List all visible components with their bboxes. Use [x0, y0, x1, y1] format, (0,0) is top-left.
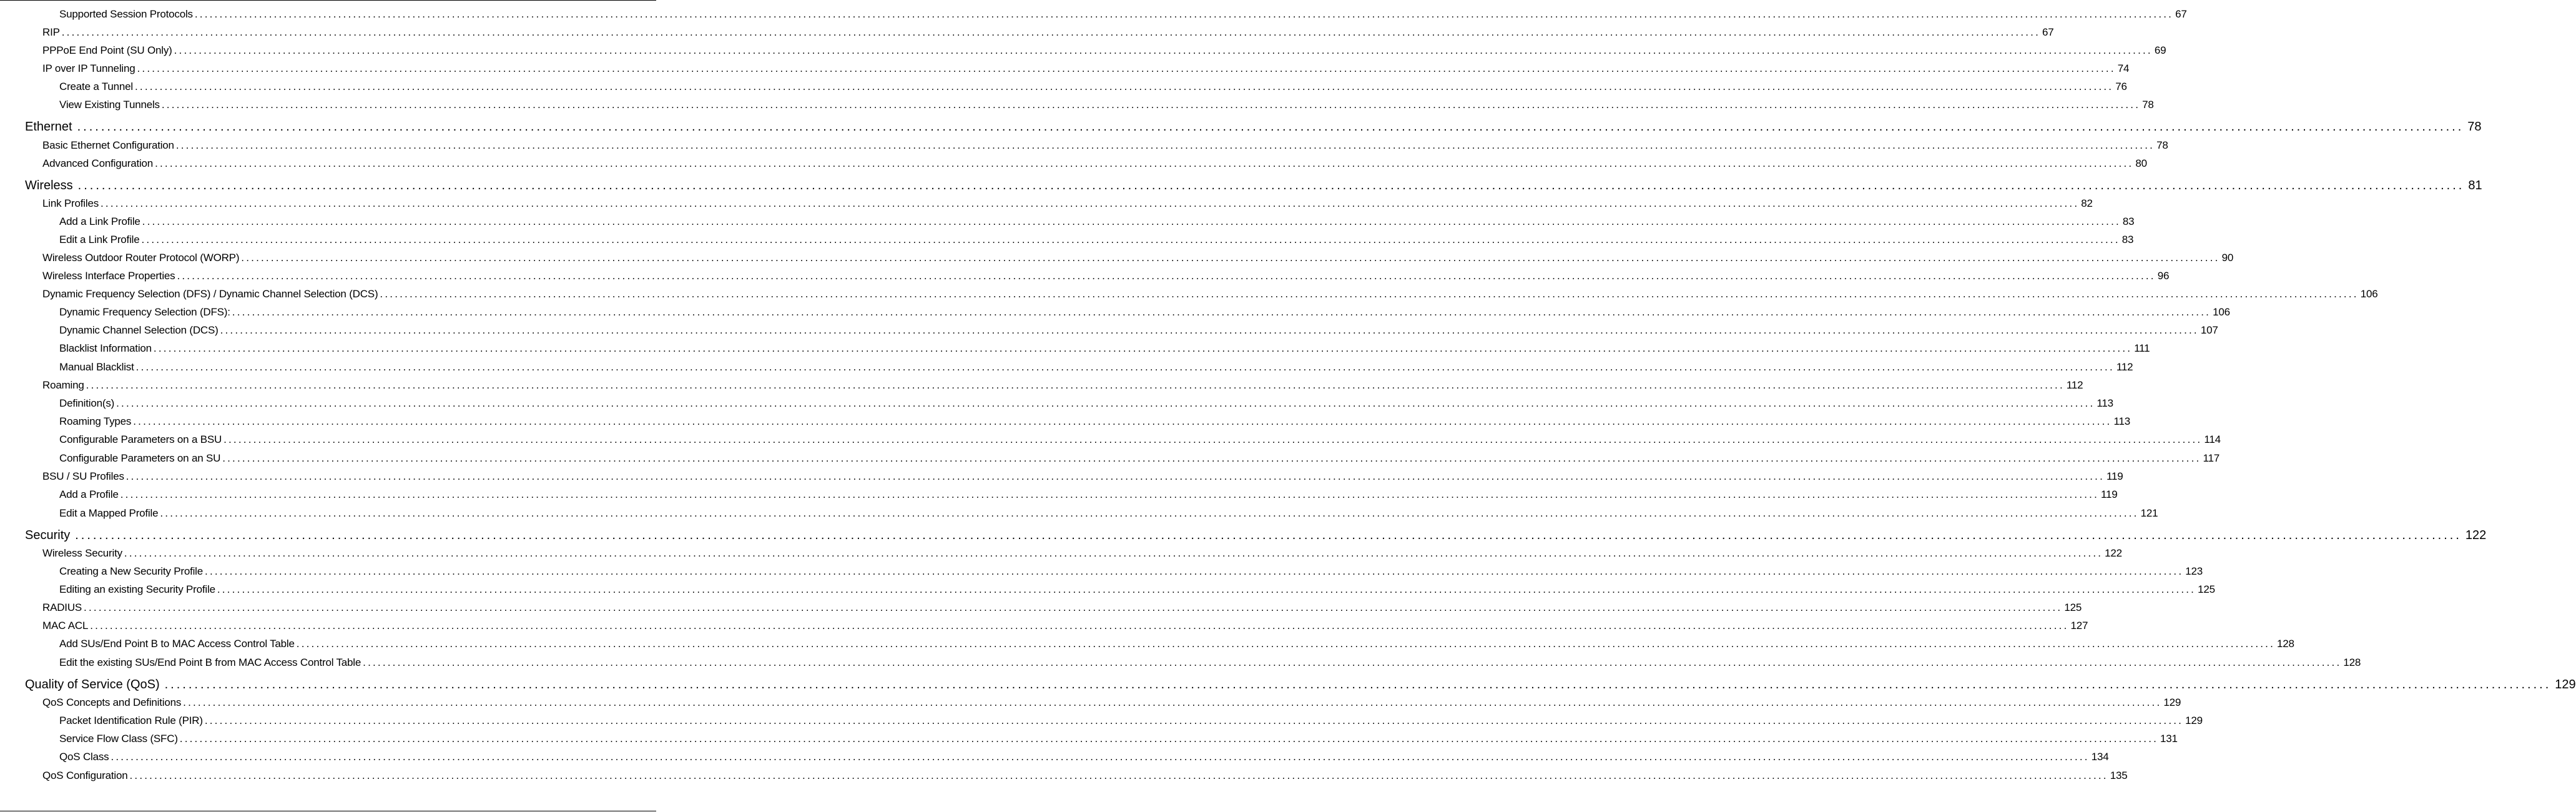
toc-entry-title: Editing an existing Security Profile	[59, 583, 215, 595]
toc-entry[interactable]	[42, 251, 2234, 265]
toc-entry[interactable]	[59, 507, 2158, 520]
toc-entry[interactable]	[59, 433, 2221, 447]
toc-entry[interactable]	[59, 397, 2113, 410]
toc-entry[interactable]	[59, 488, 2118, 502]
dot-leader: ................................................................................................................................................................................................................................................................................................................................................................................................................	[90, 620, 2069, 631]
dot-leader: ................................................................................................................................................................................................................................................................................................................................................................................................................	[222, 452, 2201, 464]
toc-entry[interactable]	[42, 44, 2166, 57]
dot-leader: ................................................................................................................................................................................................................................................................................................................................................................................................................	[75, 528, 2462, 542]
toc-entry-title: RADIUS	[42, 602, 82, 613]
toc-entry[interactable]	[25, 677, 2576, 692]
toc-entry[interactable]	[59, 7, 2187, 21]
dot-leader: ................................................................................................................................................................................................................................................................................................................................................................................................................	[175, 139, 2155, 151]
toc-entry[interactable]	[59, 732, 2178, 746]
toc-entry-title: Supported Session Protocols	[59, 8, 193, 20]
dot-leader: ................................................................................................................................................................................................................................................................................................................................................................................................................	[120, 488, 2100, 500]
dot-leader: ................................................................................................................................................................................................................................................................................................................................................................................................................	[77, 179, 2465, 192]
toc-entry-page-number: 78	[2156, 139, 2168, 151]
toc-entry-title: Wireless Outdoor Router Protocol (WORP)	[42, 252, 240, 264]
toc-entry-title: PPPoE End Point (SU Only)	[42, 44, 172, 56]
dot-leader: ................................................................................................................................................................................................................................................................................................................................................................................................................	[153, 342, 2133, 354]
toc-entry-page-number: 67	[2175, 8, 2187, 20]
toc-entry[interactable]	[42, 379, 2083, 392]
toc-entry[interactable]	[59, 215, 2135, 229]
toc-entry[interactable]	[59, 80, 2127, 94]
dot-leader: ................................................................................................................................................................................................................................................................................................................................................................................................................	[135, 361, 2115, 373]
toc-entry-title: Ethernet	[25, 120, 72, 134]
toc-entry-title: Add a Profile	[59, 488, 119, 500]
toc-entry-title: Add a Link Profile	[59, 215, 140, 227]
toc-entry[interactable]	[59, 750, 2109, 764]
toc-entry[interactable]	[42, 619, 2088, 633]
toc-entry[interactable]	[42, 139, 2168, 152]
toc-entry-page-number: 76	[2115, 81, 2127, 92]
toc-entry[interactable]	[59, 637, 2294, 651]
dot-leader: ................................................................................................................................................................................................................................................................................................................................................................................................................	[205, 565, 2184, 577]
toc-entry-title: Manual Blacklist	[59, 361, 134, 373]
toc-entry-page-number: 69	[2154, 44, 2166, 56]
toc-entry-title: Security	[25, 528, 71, 542]
toc-entry-page-number: 131	[2160, 733, 2178, 745]
dot-leader: ................................................................................................................................................................................................................................................................................................................................................................................................................	[111, 751, 2090, 763]
toc-entry-page-number: 96	[2157, 270, 2170, 282]
dot-leader: ................................................................................................................................................................................................................................................................................................................................................................................................................	[86, 379, 2065, 391]
toc-entry-page-number: 122	[2465, 528, 2487, 542]
toc-entry-page-number: 122	[2105, 547, 2122, 559]
toc-entry-title: QoS Class	[59, 751, 109, 763]
dot-leader: ................................................................................................................................................................................................................................................................................................................................................................................................................	[84, 602, 2063, 613]
toc-entry-page-number: 135	[2110, 770, 2128, 781]
dot-leader: ................................................................................................................................................................................................................................................................................................................................................................................................................	[160, 507, 2139, 519]
toc-entry-page-number: 83	[2122, 215, 2135, 227]
toc-entry-title: Creating a New Security Profile	[59, 565, 204, 577]
toc-entry-page-number: 121	[2140, 507, 2158, 519]
toc-entry-title: Edit a Mapped Profile	[59, 507, 159, 519]
dot-leader: ................................................................................................................................................................................................................................................................................................................................................................................................................	[141, 234, 2120, 245]
dot-leader: ................................................................................................................................................................................................................................................................................................................................................................................................................	[174, 44, 2153, 56]
toc-entry-title: Configurable Parameters on an SU	[59, 452, 221, 464]
dot-leader: ................................................................................................................................................................................................................................................................................................................................................................................................................	[77, 120, 2464, 134]
dot-leader: ................................................................................................................................................................................................................................................................................................................................................................................................................	[125, 470, 2105, 482]
toc-entry-page-number: 78	[2467, 120, 2482, 134]
toc-entry-title: Basic Ethernet Configuration	[42, 139, 174, 151]
toc-entry-page-number: 90	[2221, 252, 2234, 264]
toc-entry[interactable]	[59, 714, 2203, 728]
toc-entry[interactable]	[42, 470, 2123, 483]
dot-leader: ................................................................................................................................................................................................................................................................................................................................................................................................................	[161, 99, 2141, 111]
toc-entry-title: Packet Identification Rule (PIR)	[59, 715, 203, 726]
toc-entry-title: Blacklist Information	[59, 342, 152, 354]
toc-entry-title: QoS Configuration	[42, 770, 128, 781]
toc-entry-page-number: 78	[2142, 99, 2154, 111]
toc-entry-page-number: 129	[2185, 715, 2203, 726]
dot-leader: ................................................................................................................................................................................................................................................................................................................................................................................................................	[142, 215, 2121, 227]
toc-entry[interactable]	[25, 178, 2482, 193]
dot-leader: ................................................................................................................................................................................................................................................................................................................................................................................................................	[204, 715, 2184, 726]
dot-leader: ................................................................................................................................................................................................................................................................................................................................................................................................................	[133, 415, 2112, 427]
toc-entry[interactable]	[42, 287, 2378, 301]
toc-entry-title: Wireless Security	[42, 547, 122, 559]
toc-entry-page-number: 82	[2081, 197, 2093, 209]
toc-entry-page-number: 81	[2468, 179, 2482, 192]
toc-entry[interactable]	[42, 696, 2181, 710]
toc-entry-page-number: 125	[2198, 583, 2215, 595]
dot-leader: ................................................................................................................................................................................................................................................................................................................................................................................................................	[241, 252, 2220, 264]
toc-entry-page-number: 111	[2134, 342, 2150, 354]
dot-leader: ................................................................................................................................................................................................................................................................................................................................................................................................................	[179, 733, 2159, 745]
toc-entry-page-number: 112	[2116, 361, 2133, 373]
toc-entry-title: Dynamic Frequency Selection (DFS):	[59, 306, 230, 318]
toc-entry-page-number: 119	[2107, 470, 2123, 482]
toc-entry-title: Configurable Parameters on a BSU	[59, 433, 222, 445]
toc-entry-title: BSU / SU Profiles	[42, 470, 124, 482]
toc-entry-page-number: 129	[2163, 696, 2181, 708]
dot-leader: ................................................................................................................................................................................................................................................................................................................................................................................................................	[134, 81, 2114, 92]
toc-entry-page-number: 117	[2203, 452, 2220, 464]
toc-entry[interactable]	[59, 565, 2203, 578]
toc-entry[interactable]	[59, 98, 2154, 112]
toc-entry-title: View Existing Tunnels	[59, 99, 160, 111]
toc-entry-page-number: 129	[2555, 678, 2576, 691]
toc-entry[interactable]	[25, 119, 2482, 134]
toc-entry-page-number: 113	[2097, 397, 2113, 409]
dot-leader: ................................................................................................................................................................................................................................................................................................................................................................................................................	[164, 678, 2552, 691]
toc-entry-page-number: 106	[2213, 306, 2230, 318]
toc-entry-title: Advanced Configuration	[42, 157, 154, 169]
toc-entry-title: RIP	[42, 26, 60, 38]
toc-entry[interactable]	[42, 157, 2147, 171]
toc-entry-page-number: 119	[2101, 488, 2118, 500]
dot-leader: ................................................................................................................................................................................................................................................................................................................................................................................................................	[155, 157, 2134, 169]
toc-entry-page-number: 128	[2277, 638, 2294, 650]
toc-entry-title: Wireless	[25, 179, 73, 192]
toc-entry[interactable]	[42, 269, 2170, 283]
toc-entry-title: Add SUs/End Point B to MAC Access Control Table	[59, 638, 295, 650]
dot-leader: ................................................................................................................................................................................................................................................................................................................................................................................................................	[137, 62, 2116, 74]
toc-entry-title: Dynamic Frequency Selection (DFS) / Dynamic Channel Selection (DCS)	[42, 288, 378, 300]
toc-entry-page-number: 134	[2091, 751, 2109, 763]
dot-leader: ................................................................................................................................................................................................................................................................................................................................................................................................................	[124, 547, 2103, 559]
toc-entry[interactable]	[42, 197, 2093, 210]
toc-entry-title: Quality of Service (QoS)	[25, 678, 160, 691]
toc-entry-title: Definition(s)	[59, 397, 115, 409]
dot-leader: ................................................................................................................................................................................................................................................................................................................................................................................................................	[129, 770, 2108, 781]
dot-leader: ................................................................................................................................................................................................................................................................................................................................................................................................................	[380, 288, 2359, 300]
top-rule	[0, 0, 656, 1]
toc-entry-title: Edit the existing SUs/End Point B from MAC Access Control Table	[59, 656, 361, 668]
dot-leader: ................................................................................................................................................................................................................................................................................................................................................................................................................	[116, 397, 2095, 409]
toc-entry-page-number: 114	[2204, 433, 2221, 445]
dot-leader: ................................................................................................................................................................................................................................................................................................................................................................................................................	[224, 433, 2203, 445]
toc-entry[interactable]	[59, 324, 2218, 337]
toc-entry-page-number: 123	[2185, 565, 2203, 577]
toc-entry[interactable]	[42, 26, 2054, 39]
toc-entry-title: IP over IP Tunneling	[42, 62, 135, 74]
toc-entry-title: Service Flow Class (SFC)	[59, 733, 178, 745]
dot-leader: ................................................................................................................................................................................................................................................................................................................................................................................................................	[194, 8, 2174, 20]
toc-entry[interactable]	[42, 547, 2122, 560]
toc-entry-title: Edit a Link Profile	[59, 234, 140, 245]
dot-leader: ................................................................................................................................................................................................................................................................................................................................................................................................................	[217, 583, 2196, 595]
toc-entry-title: MAC ACL	[42, 620, 89, 631]
toc-entry-page-number: 107	[2200, 324, 2218, 336]
toc-entry-page-number: 127	[2070, 620, 2088, 631]
toc-entry-page-number: 112	[2066, 379, 2083, 391]
toc-entry[interactable]	[42, 62, 2130, 76]
dot-leader: ................................................................................................................................................................................................................................................................................................................................................................................................................	[101, 197, 2080, 209]
toc-entry-title: Dynamic Channel Selection (DCS)	[59, 324, 219, 336]
toc-entry[interactable]	[59, 583, 2215, 597]
toc-entry[interactable]	[25, 528, 2487, 543]
toc-entry-title: Wireless Interface Properties	[42, 270, 175, 282]
dot-leader: ................................................................................................................................................................................................................................................................................................................................................................................................................	[220, 324, 2199, 336]
toc-entry-page-number: 128	[2343, 656, 2361, 668]
toc-entry-title: Link Profiles	[42, 197, 99, 209]
toc-entry-page-number: 80	[2135, 157, 2147, 169]
toc-entry[interactable]	[59, 415, 2130, 428]
dot-leader: ................................................................................................................................................................................................................................................................................................................................................................................................................	[183, 696, 2162, 708]
toc-entry-page-number: 125	[2064, 602, 2082, 613]
dot-leader: ................................................................................................................................................................................................................................................................................................................................................................................................................	[232, 306, 2211, 318]
toc-entry[interactable]	[59, 233, 2134, 247]
toc-entry-title: Create a Tunnel	[59, 81, 133, 92]
dot-leader: ................................................................................................................................................................................................................................................................................................................................................................................................................	[296, 638, 2276, 650]
toc-entry-page-number: 83	[2121, 234, 2134, 245]
toc-entry[interactable]	[59, 305, 2230, 319]
dot-leader: ................................................................................................................................................................................................................................................................................................................................................................................................................	[61, 26, 2041, 38]
toc-entry-title: QoS Concepts and Definitions	[42, 696, 182, 708]
toc-entry[interactable]	[59, 342, 2150, 355]
toc-entry-title: Roaming Types	[59, 415, 132, 427]
toc-entry-page-number: 74	[2117, 62, 2130, 74]
toc-entry[interactable]	[59, 360, 2133, 374]
toc-entry[interactable]	[59, 452, 2220, 465]
toc-entry-page-number: 67	[2042, 26, 2054, 38]
dot-leader: ................................................................................................................................................................................................................................................................................................................................................................................................................	[177, 270, 2156, 282]
toc-entry-page-number: 113	[2113, 415, 2130, 427]
toc-entry[interactable]	[42, 769, 2128, 783]
toc-entry-title: Roaming	[42, 379, 84, 391]
toc-entry[interactable]	[59, 656, 2361, 670]
toc-entry-page-number: 106	[2360, 288, 2378, 300]
toc-entry[interactable]	[42, 601, 2082, 615]
dot-leader: ................................................................................................................................................................................................................................................................................................................................................................................................................	[363, 656, 2342, 668]
